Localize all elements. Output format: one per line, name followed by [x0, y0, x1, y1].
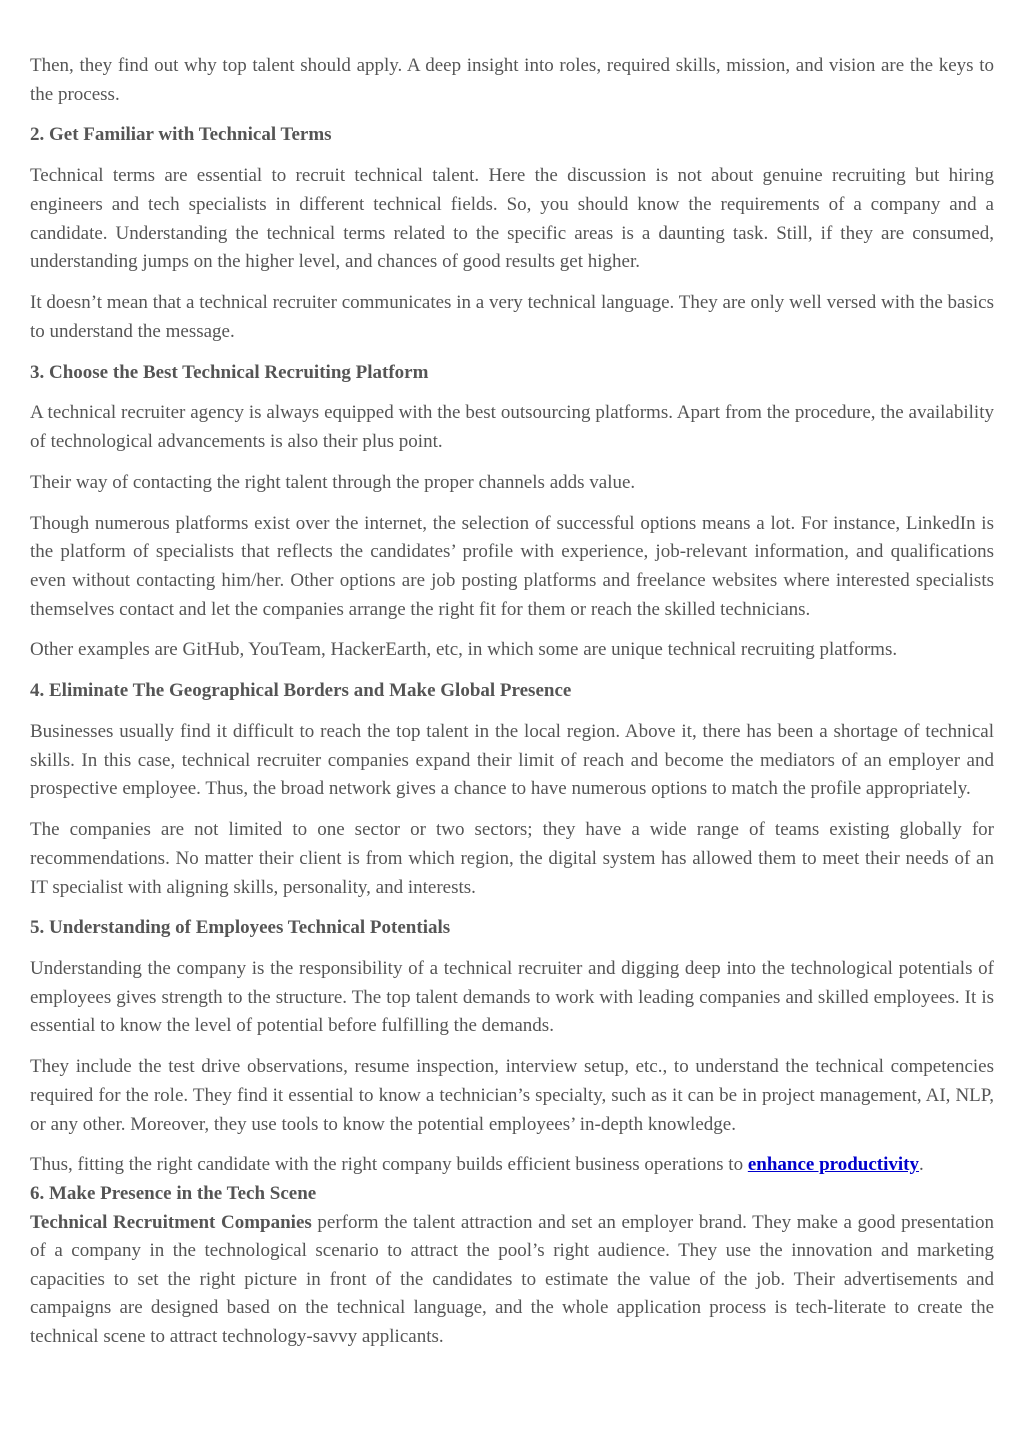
section-5-heading: 5. Understanding of Employees Technical Potentials	[30, 917, 451, 939]
section-3-paragraph-2: Their way of contacting the right talent through the proper channels adds value.	[30, 471, 636, 493]
section-4-paragraph-1: Businesses usually find it difficult to reach the top talent in the local region. Above it, there has been a shortage of technical skills. In this case, technical recruiter companies expand their limit of reach and become the mediators of an employer and prospective employee. Thus, the broad network gives a chance to have numerous options to match the profile appropriately.	[30, 721, 994, 800]
section-5-paragraph-2: They include the test drive observations, resume inspection, interview setup, etc., to understand the technical competencies required for the role. They find it essential to know a technician’s specialty, such as it can be in project management, AI, NLP, or any other. Moreover, they use tools to know the potential employees’ in-depth knowledge.	[30, 1056, 994, 1135]
enhance-productivity-link[interactable]: enhance productivity	[747, 1154, 920, 1176]
section-5-paragraph-3-text: Thus, fitting the right candidate with the right company builds efficient business operations to	[30, 1154, 748, 1176]
technical-recruitment-companies-bold: Technical Recruitment Companies	[30, 1211, 312, 1233]
section-3-paragraph-1: A technical recruiter agency is always equipped with the best outsourcing platforms. Apart from the procedure, the availability of technological advancements is also their plus point.	[30, 402, 994, 453]
section-4-paragraph-2: The companies are not limited to one sector or two sectors; they have a wide range of teams existing globally for recommendations. No matter their client is from which region, the digital system has allowed them to meet their needs of an IT specialist with aligning skills, personality, and interests.	[30, 819, 994, 898]
section-2-paragraph-2: It doesn’t mean that a technical recruiter communicates in a very technical language. They are only well versed with the basics to understand the message.	[30, 292, 994, 342]
section-3-heading: 3. Choose the Best Technical Recruiting Platform	[30, 361, 429, 383]
section-5-paragraph-1: Understanding the company is the responsibility of a technical recruiter and digging deep into the technological potentials of employees gives strength to the structure. The top talent demands to work with leading companies and skilled employees. It is essential to know the level of potential before fulfilling the demands.	[30, 958, 994, 1037]
section-4-heading: 4. Eliminate The Geographical Borders and Make Global Presence	[30, 680, 572, 702]
section-6-paragraph-1	[30, 1209, 994, 1352]
section-6-paragraph-1-text: perform the talent attraction and set an employer brand. They make a good presentation of a company in the technological scenario to attract the pool’s right audience. They use the innovation and marketing capacities to set the right picture in front of the candidates to estimate the value of the job. Their advertisements and campaigns are designed based on the technical language, and the whole application process is tech-literate to create the technical scene to attract technology-savvy applicants.	[30, 1211, 994, 1348]
section-6-heading: 6. Make Presence in the Tech Scene	[30, 1183, 317, 1205]
document-page	[30, 52, 994, 1352]
section-2-heading: 2. Get Familiar with Technical Terms	[30, 124, 332, 146]
section-3-paragraph-4: Other examples are GitHub, YouTeam, HackerEarth, etc, in which some are unique technical recruiting platforms.	[30, 639, 898, 661]
intro-paragraph: Then, they find out why top talent should apply. A deep insight into roles, required skills, mission, and vision are the keys to the process.	[30, 55, 994, 105]
section-3-paragraph-3: Though numerous platforms exist over the internet, the selection of successful options means a lot. For instance, LinkedIn is the platform of specialists that reflects the candidates’ profile with experience, job-relevant information, and qualifications even without contacting him/her. Other options are job posting platforms and freelance websites where interested specialists themselves contact and let the companies arrange the right fit for them or reach the skilled technicians.	[30, 512, 994, 620]
section-5-paragraph-3	[30, 1151, 994, 1180]
section-2-paragraph-1: Technical terms are essential to recruit technical talent. Here the discussion is not about genuine recruiting but hiring engineers and tech specialists in different technical fields. So, you should know the requirements of a company and a candidate. Understanding the technical terms related to the specific areas is a daunting task. Still, if they are consumed, understanding jumps on the higher level, and chances of good results get higher.	[30, 165, 994, 273]
section-5-paragraph-3-period: .	[919, 1154, 924, 1176]
